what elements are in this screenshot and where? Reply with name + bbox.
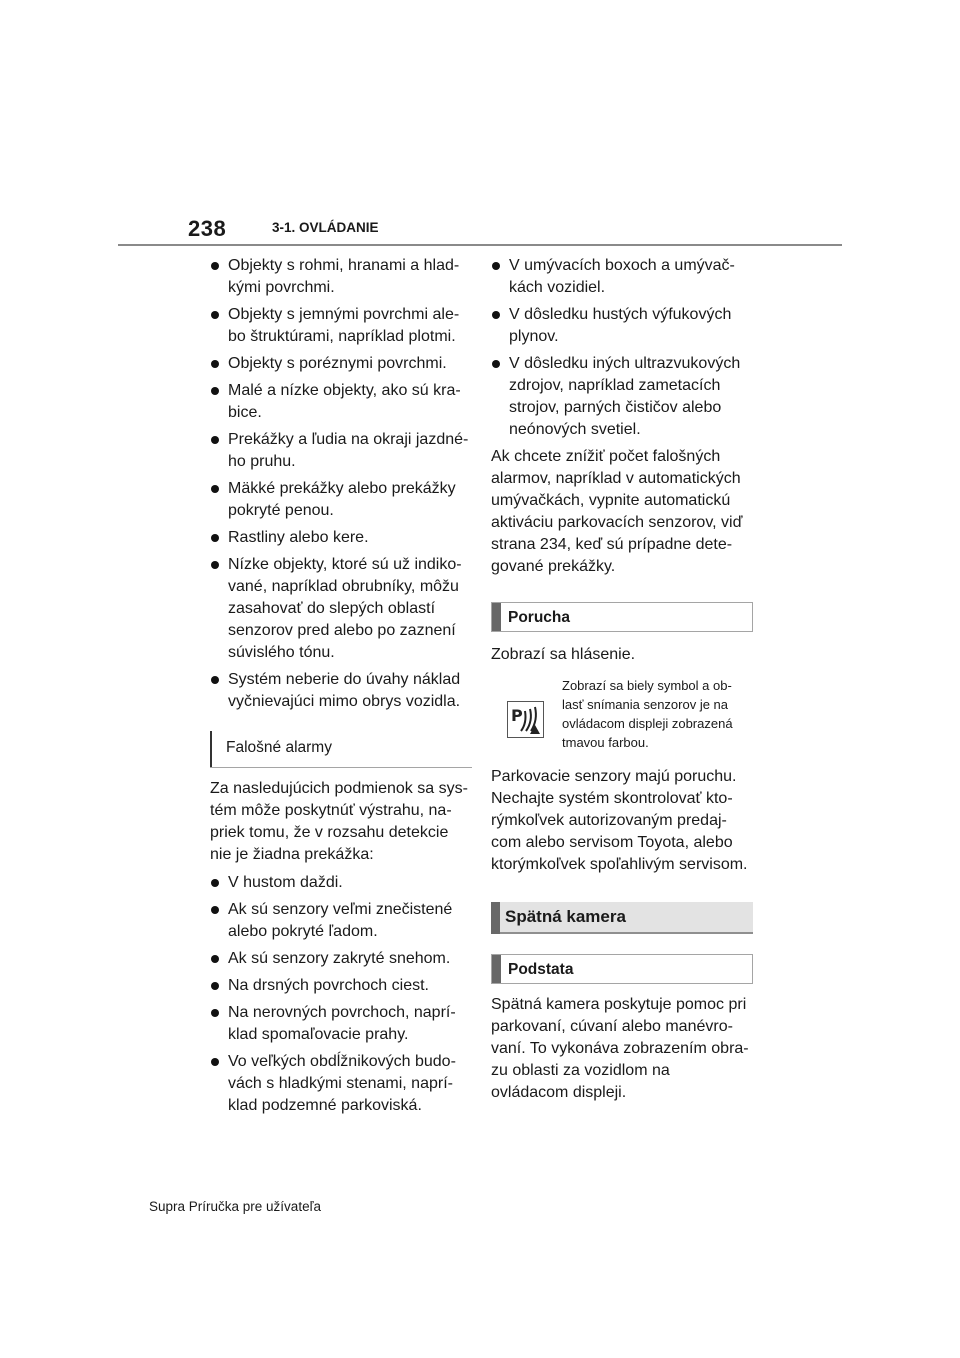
bullet-item <box>210 1002 472 1046</box>
bullet-item <box>210 1051 472 1117</box>
bullet-dot <box>211 676 219 684</box>
bullet-text: Objekty s jemnými povrchmi ale- bo štruktúrami, napríklad plotmi. <box>228 306 460 345</box>
fault-intro: Zobrazí sa hlásenie. <box>491 646 636 663</box>
bullet-text: Nízke objekty, ktoré sú už indiko- vané, napríklad obrubníky, môžu zasahovať do slepých oblastí senzorov pred alebo po zaznení súvislého tónu. <box>228 556 462 661</box>
bullet-item <box>210 899 472 943</box>
bullet-item <box>210 304 472 348</box>
bullet-dot <box>211 311 219 319</box>
bullet-text: Vo veľkých obdĺžnikových budo- vách s hladkými stenami, naprí- klad podzemné parkoviská. <box>228 1053 456 1114</box>
fault-text: Parkovacie senzory majú poruchu. Nechajte systém skontrolovať kto- rýmkoľvek autorizovaným predaj- com alebo servisom Toyota, alebo ktorýmkoľvek spoľahlivým servisom. <box>491 768 748 873</box>
bullet-text: Objekty s poréznymi povrchmi. <box>228 355 447 372</box>
bullet-item <box>210 975 472 997</box>
fault-note-text: Zobrazí sa biely symbol a ob- lasť snímania senzorov je na ovládacom displeji zobrazená tmavou farbou. <box>562 678 733 750</box>
heading-bar <box>491 902 500 934</box>
bullet-text: Rastliny alebo kere. <box>228 529 369 546</box>
bullet-dot <box>492 360 500 368</box>
bullet-item <box>210 669 472 713</box>
basics-title: Podstata <box>508 961 574 978</box>
camera-text: Spätná kamera poskytuje pomoc pri parkovaní, cúvaní alebo manévro- vaní. To vykonáva zobrazením obra- zu oblasti za vozidlom na ovládacom displeji. <box>491 996 749 1101</box>
right-bullet-list <box>491 255 753 441</box>
bullet-text: Mäkké prekážky alebo prekážky pokryté penou. <box>228 480 456 519</box>
bullet-dot <box>211 534 219 542</box>
right-column <box>491 255 753 1110</box>
page-number: 238 <box>188 216 227 241</box>
bullet-text: V dôsledku iných ultrazvukových zdrojov, napríklad zametacích strojov, parných čističov alebo neónových svetiel. <box>509 355 741 438</box>
bullet-dot <box>211 879 219 887</box>
false-alarms-heading <box>210 731 472 768</box>
bullet-dot <box>211 906 219 914</box>
bullet-text: V hustom daždi. <box>228 874 343 891</box>
bullet-dot <box>211 360 219 368</box>
bullet-item <box>491 255 753 299</box>
bullet-text: Objekty s rohmi, hranami a hlad- kými povrchmi. <box>228 257 460 296</box>
bullet-text: V umývacích boxoch a umývač- kách vozidiel. <box>509 257 735 296</box>
svg-text:P: P <box>511 706 523 725</box>
bullet-item <box>210 353 472 375</box>
bullet-item <box>491 304 753 348</box>
camera-heading <box>491 902 753 934</box>
parking-sensor-warning-icon <box>507 701 544 738</box>
false-alarm-bullet-list <box>210 872 472 1117</box>
footer-text: Supra Príručka pre užívateľa <box>149 1199 322 1214</box>
bullet-dot <box>492 262 500 270</box>
heading-bar <box>210 731 212 767</box>
heading-bar <box>492 603 501 631</box>
bullet-dot <box>492 311 500 319</box>
bullet-item <box>210 554 472 664</box>
section-title: 3-1. OVLÁDANIE <box>272 220 379 235</box>
bullet-dot <box>211 955 219 963</box>
bullet-item <box>210 380 472 424</box>
heading-bar <box>492 955 501 983</box>
bullet-dot <box>211 1009 219 1017</box>
bullet-item <box>210 429 472 473</box>
left-column <box>210 255 472 1122</box>
bullet-item <box>210 255 472 299</box>
false-alarm-advice: Ak chcete znížiť počet falošných alarmov, napríklad v automatických umývačkách, vypnite automatickú aktiváciu parkovacích senzorov, viď strana 234, keď sú prípadne dete- gované prekážky. <box>491 448 743 575</box>
bullet-item <box>491 353 753 441</box>
bullet-item <box>210 948 472 970</box>
bullet-text: Ak sú senzory veľmi znečistené alebo pokryté ľadom. <box>228 901 453 940</box>
bullet-text: Prekážky a ľudia na okraji jazdné- ho pruhu. <box>228 431 469 470</box>
bullet-item <box>210 872 472 894</box>
false-alarms-title: Falošné alarmy <box>226 739 332 756</box>
bullet-dot <box>211 1058 219 1066</box>
camera-title: Spätná kamera <box>505 907 626 926</box>
left-bullet-list <box>210 255 472 713</box>
bullet-dot <box>211 387 219 395</box>
bullet-text: Ak sú senzory zakryté snehom. <box>228 950 451 967</box>
false-alarms-intro: Za nasledujúcich podmienok sa sys- tém môže poskytnúť výstrahu, na- priek tomu, že v rozsahu detekcie nie je žiadna prekážka: <box>210 780 468 863</box>
fault-title: Porucha <box>508 609 571 626</box>
bullet-item <box>210 478 472 522</box>
fault-heading <box>491 602 753 632</box>
bullet-dot <box>211 262 219 270</box>
bullet-text: Na drsných povrchoch ciest. <box>228 977 429 994</box>
header-divider <box>118 244 842 246</box>
bullet-text: V dôsledku hustých výfukových plynov. <box>509 306 732 345</box>
bullet-item <box>210 527 472 549</box>
bullet-dot <box>211 485 219 493</box>
bullet-dot <box>211 436 219 444</box>
bullet-dot <box>211 561 219 569</box>
bullet-dot <box>211 982 219 990</box>
basics-heading <box>491 954 753 984</box>
fault-note <box>491 676 753 760</box>
bullet-text: Na nerovných povrchoch, naprí- klad spomaľovacie prahy. <box>228 1004 456 1043</box>
bullet-text: Malé a nízke objekty, ako sú kra- bice. <box>228 382 461 421</box>
bullet-text: Systém neberie do úvahy náklad vyčnievajúci mimo obrys vozidla. <box>228 671 461 710</box>
